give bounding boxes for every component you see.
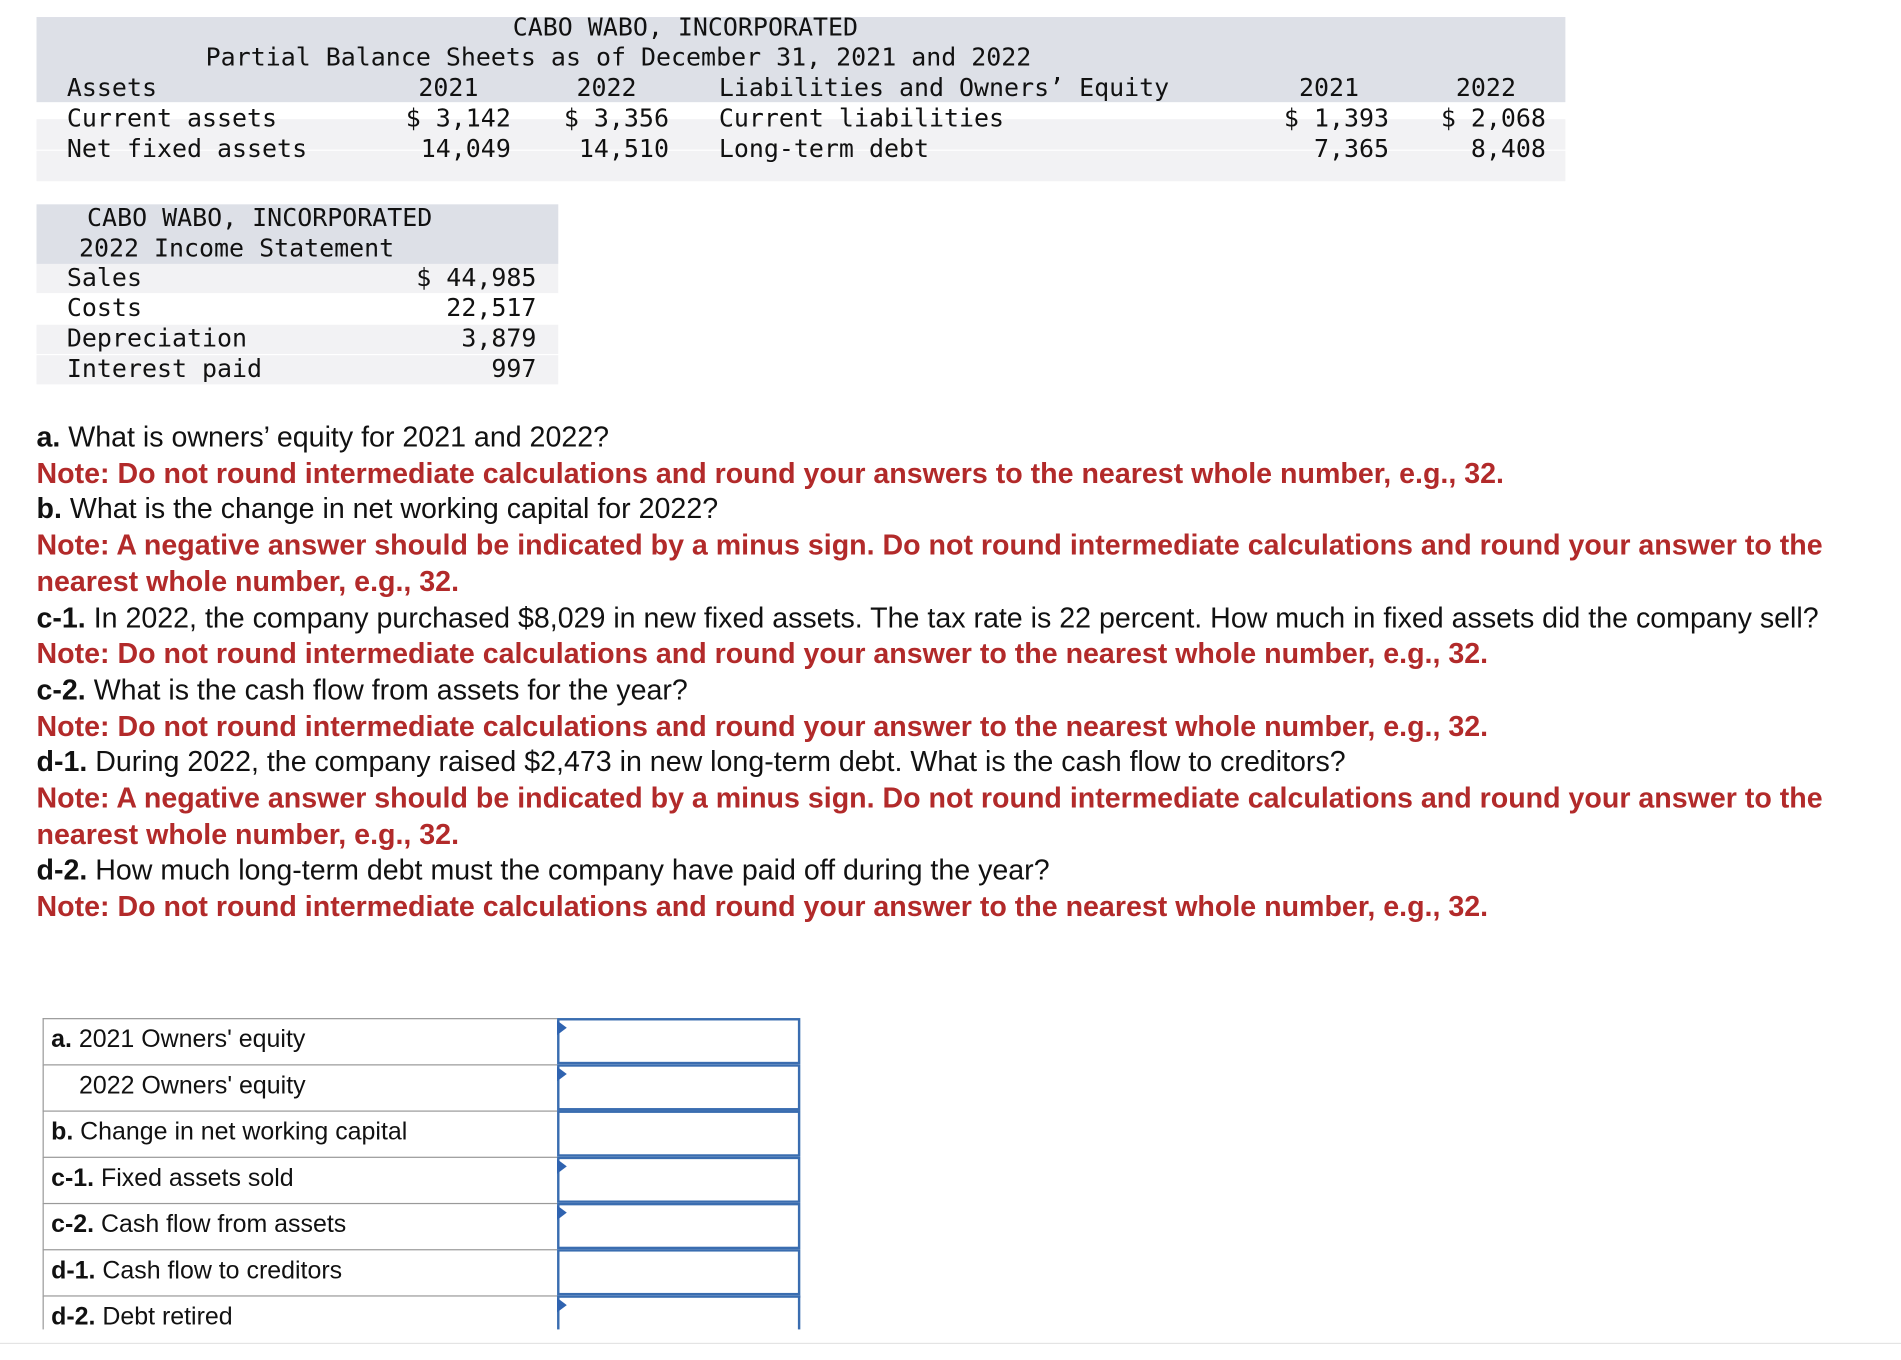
answer-label-text: 2022 Owners' equity	[79, 1071, 306, 1100]
question-tag: b.	[36, 493, 62, 525]
question-note: Note: Do not round intermediate calculations and round your answer to the nearest whole number, e.g., 32.	[36, 637, 1489, 670]
answer-label	[51, 1164, 294, 1193]
cell-marker-icon	[557, 1159, 567, 1174]
question-note: Note: Do not round intermediate calculations and round your answers to the nearest whole number, e.g., 32.	[36, 456, 1505, 489]
liability-label: Current liabilities	[718, 103, 1005, 133]
answer-label-text: Cash flow to creditors	[95, 1256, 343, 1285]
question	[36, 600, 1891, 636]
income-statement-title: 2022 Income Statement	[78, 233, 395, 263]
answer-label	[51, 1210, 346, 1239]
answer-row	[43, 1249, 557, 1295]
question	[36, 420, 1891, 456]
net-working-capital-change-input[interactable]	[557, 1110, 800, 1156]
answer-tag: c-2.	[51, 1210, 95, 1239]
question-text: What is the change in net working capital for 2022?	[61, 493, 719, 525]
question-text: During 2022, the company raised $2,473 in new long-term debt. What is the cash flow to creditors?	[87, 745, 1346, 778]
answer-label-text: Fixed assets sold	[94, 1163, 294, 1192]
question-note: Note: A negative answer should be indicated by a minus sign. Do not round intermediate calculations and round your answer to the nearest whole number, e.g., 32.	[36, 782, 1823, 850]
liabilities-header: Liabilities and Owners’ Equity	[718, 72, 1170, 103]
answer-label-text: Change in net working capital	[73, 1117, 408, 1146]
question-tag: d-1.	[36, 745, 88, 778]
liability-label: Long-term debt	[718, 133, 930, 163]
question-note: Note: A negative answer should be indicated by a minus sign. Do not round intermediate calculations and round your answer to the nearest whole number, e.g., 32.	[36, 529, 1823, 597]
asset-value-2022: 14,510	[578, 133, 669, 163]
question	[36, 673, 1891, 709]
income-row-value: 997	[491, 353, 537, 384]
cell-marker-icon	[557, 1020, 567, 1035]
assets-year-2022: 2022	[576, 72, 637, 103]
question	[36, 492, 1891, 528]
answer-label	[79, 1072, 306, 1101]
liability-value-2021: 7,365	[1313, 133, 1390, 163]
question	[36, 745, 1891, 781]
assets-header: Assets	[66, 72, 157, 103]
answer-tag: c-1.	[51, 1163, 95, 1192]
cash-flow-from-assets-input[interactable]	[557, 1203, 800, 1249]
debt-retired-input[interactable]	[557, 1295, 800, 1329]
answer-row	[43, 1110, 557, 1156]
question	[36, 853, 1891, 889]
question-text: What is owners’ equity for 2021 and 2022?	[60, 420, 610, 453]
question-tag: c-2.	[36, 673, 86, 706]
income-row-label: Depreciation	[66, 323, 248, 353]
owners-equity-2022-input[interactable]	[557, 1064, 800, 1110]
cell-marker-icon	[557, 1067, 567, 1082]
answer-label	[51, 1256, 342, 1285]
question-note: Note: Do not round intermediate calculations and round your answer to the nearest whole number, e.g., 32.	[36, 890, 1489, 923]
cell-marker-icon	[557, 1205, 567, 1220]
answer-row	[43, 1064, 557, 1110]
answer-row	[43, 1018, 557, 1064]
asset-label: Net fixed assets	[66, 133, 308, 163]
answer-label-text: Debt retired	[95, 1302, 233, 1331]
answer-tag: b.	[51, 1117, 74, 1146]
asset-value-2021: $ 3,142	[405, 103, 511, 133]
liabilities-year-2021: 2021	[1299, 72, 1360, 103]
liability-value-2022: 8,408	[1470, 133, 1546, 163]
question-tag: a.	[36, 420, 61, 453]
answer-label	[51, 1025, 305, 1054]
question-note: Note: Do not round intermediate calculations and round your answer to the nearest whole number, e.g., 32.	[36, 709, 1489, 742]
income-statement-company: CABO WABO, INCORPORATED	[87, 203, 433, 233]
balance-sheet-company: CABO WABO, INCORPORATED	[512, 12, 859, 42]
income-row-label: Interest paid	[66, 353, 263, 384]
answer-label	[51, 1118, 407, 1147]
answer-row	[43, 1203, 557, 1249]
answer-row	[43, 1157, 557, 1203]
answer-tag: d-1.	[51, 1256, 96, 1285]
answer-label-text: 2021 Owners' equity	[71, 1025, 306, 1054]
liability-value-2021: $ 1,393	[1283, 103, 1390, 133]
asset-value-2022: $ 3,356	[563, 103, 669, 133]
answer-label-text: Cash flow from assets	[94, 1210, 347, 1239]
income-row-value: $ 44,985	[416, 262, 537, 292]
answer-row	[43, 1295, 557, 1329]
question-text: How much long-term debt must the company have paid off during the year?	[87, 854, 1050, 886]
page-divider	[0, 1343, 1901, 1344]
income-row-label: Costs	[66, 293, 142, 323]
answer-label	[51, 1303, 233, 1332]
question-tag: d-2.	[36, 854, 88, 886]
assets-year-2021: 2021	[418, 72, 479, 103]
question-tag: c-1.	[36, 601, 86, 634]
asset-label: Current assets	[66, 103, 278, 133]
liability-value-2022: $ 2,068	[1440, 103, 1546, 133]
income-row-value: 22,517	[446, 293, 537, 323]
liabilities-year-2022: 2022	[1455, 72, 1516, 103]
question-text: What is the cash flow from assets for the year?	[85, 673, 688, 706]
income-row-label: Sales	[66, 262, 142, 292]
question-text: In 2022, the company purchased $8,029 in new fixed assets. The tax rate is 22 percent. How much in fixed assets did the company sell?	[85, 601, 1819, 634]
fixed-assets-sold-input[interactable]	[557, 1157, 800, 1203]
question-block	[36, 420, 1891, 926]
answer-tag: a.	[51, 1025, 72, 1054]
owners-equity-2021-input[interactable]	[557, 1018, 800, 1064]
balance-sheet-subtitle: Partial Balance Sheets as of December 31, 2021 and 2022	[205, 42, 1032, 72]
cell-marker-icon	[557, 1298, 567, 1313]
answer-tag: d-2.	[51, 1302, 96, 1331]
income-row-value: 3,879	[461, 323, 537, 353]
cash-flow-to-creditors-input[interactable]	[557, 1249, 800, 1295]
asset-value-2021: 14,049	[420, 133, 511, 163]
